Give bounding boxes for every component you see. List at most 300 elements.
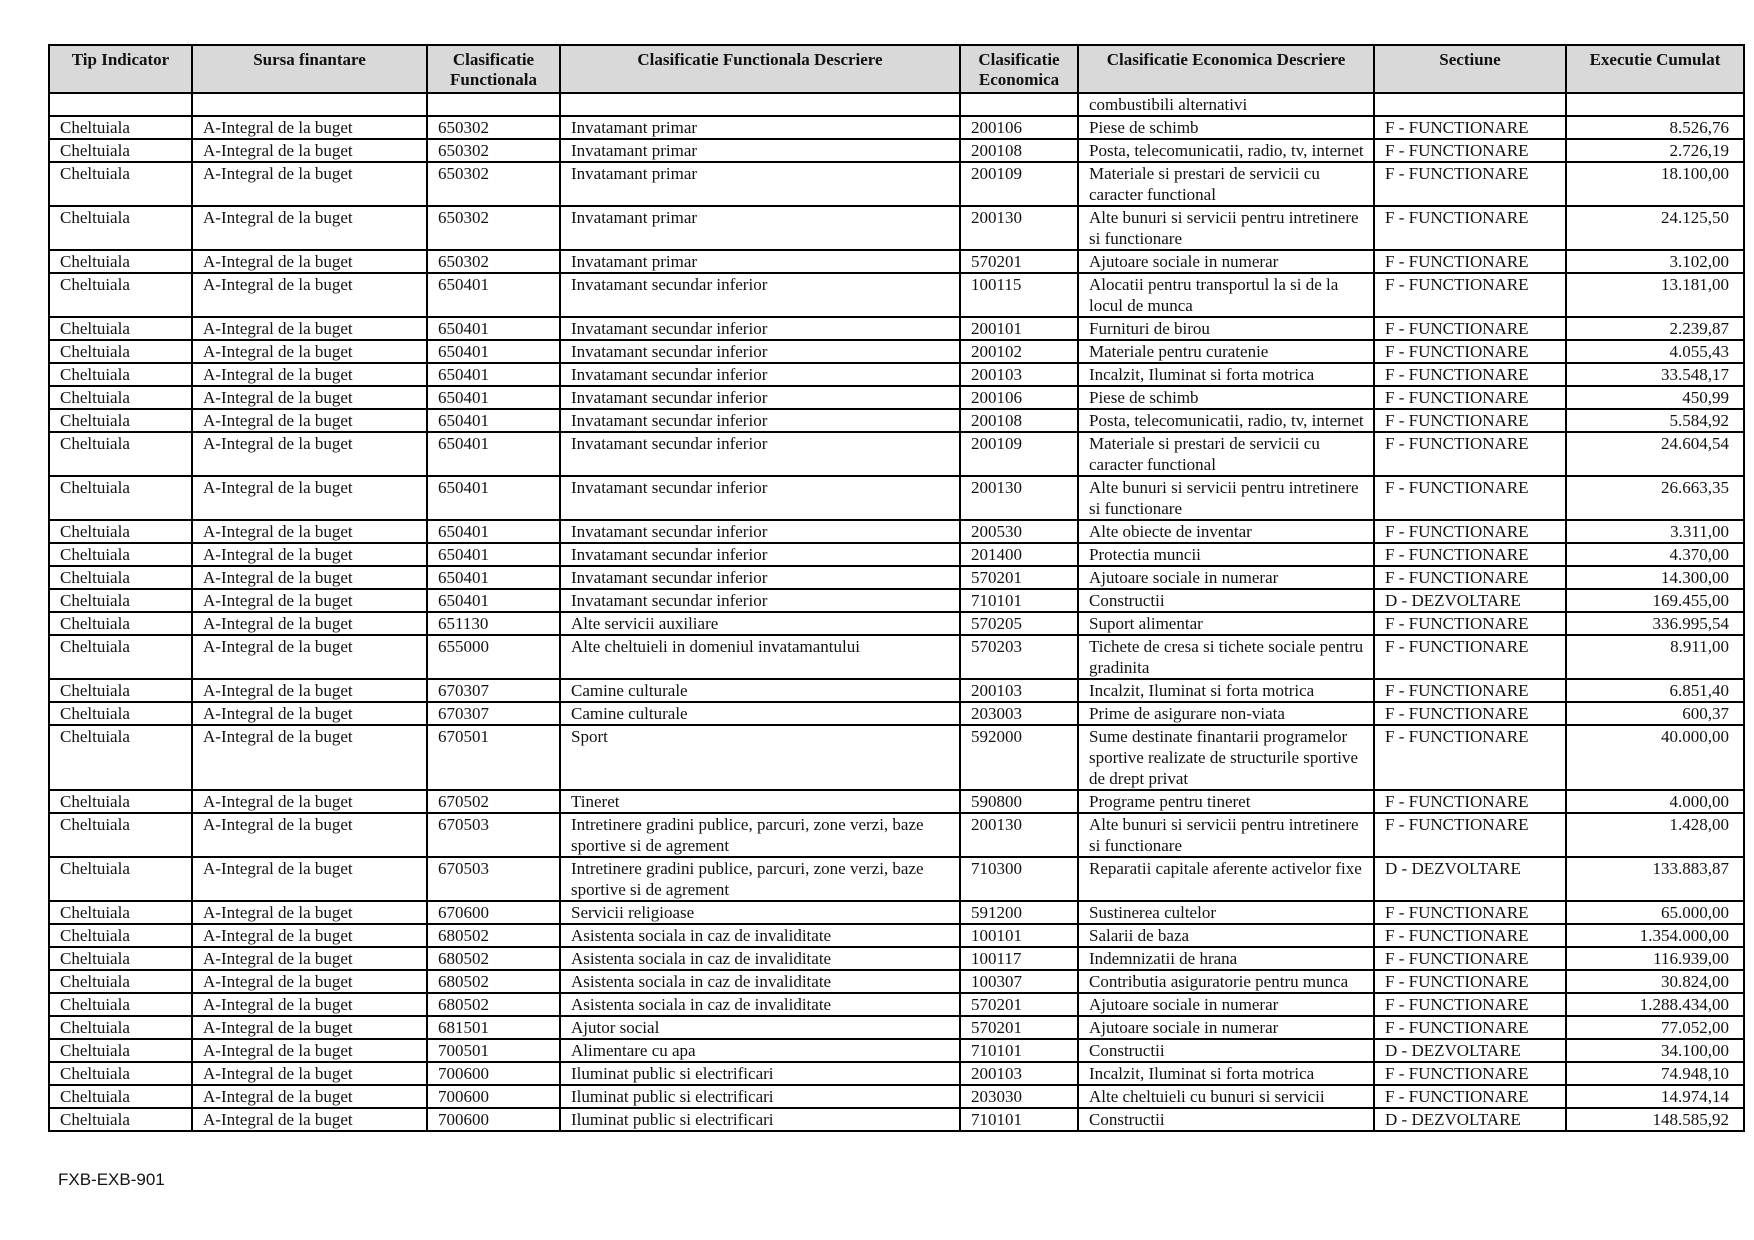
cell-ce: 200109	[960, 162, 1078, 206]
cell-sursa: A-Integral de la buget	[192, 790, 427, 813]
cell-executie: 450,99	[1566, 386, 1744, 409]
cell-cf: 650401	[427, 476, 560, 520]
table-header	[49, 45, 1744, 93]
cell-cf-desc: Iluminat public si electrificari	[560, 1062, 960, 1085]
header-tip-indicator: Tip Indicator	[49, 45, 192, 93]
cell-executie: 6.851,40	[1566, 679, 1744, 702]
cell-cf: 670503	[427, 813, 560, 857]
continuation-row	[49, 93, 1744, 116]
cell-ce: 591200	[960, 901, 1078, 924]
cell-sectiune: F - FUNCTIONARE	[1374, 901, 1566, 924]
table-row	[49, 790, 1744, 813]
cell-ce-desc: Incalzit, Iluminat si forta motrica	[1078, 363, 1374, 386]
cell-ce-desc: Materiale si prestari de servicii cu caracter functional	[1078, 162, 1374, 206]
table-row	[49, 162, 1744, 206]
cell-cf-desc: Invatamant secundar inferior	[560, 476, 960, 520]
cell-cf-desc: Invatamant primar	[560, 250, 960, 273]
cell-executie: 14.300,00	[1566, 566, 1744, 589]
cell-sursa: A-Integral de la buget	[192, 250, 427, 273]
cell-ce-desc: Constructii	[1078, 589, 1374, 612]
cell-ce: 200108	[960, 409, 1078, 432]
cell-ce: 200109	[960, 432, 1078, 476]
cell-tip: Cheltuiala	[49, 273, 192, 317]
table-row	[49, 386, 1744, 409]
table-row	[49, 1062, 1744, 1085]
cell-sursa: A-Integral de la buget	[192, 543, 427, 566]
cell-tip: Cheltuiala	[49, 543, 192, 566]
cell-sectiune: F - FUNCTIONARE	[1374, 432, 1566, 476]
cell-executie: 40.000,00	[1566, 725, 1744, 790]
cell-tip: Cheltuiala	[49, 317, 192, 340]
cell-cf: 650302	[427, 139, 560, 162]
cell-tip: Cheltuiala	[49, 340, 192, 363]
cell-ce-desc: Constructii	[1078, 1108, 1374, 1131]
cell-ce: 200103	[960, 363, 1078, 386]
cell-tip: Cheltuiala	[49, 970, 192, 993]
cell-ce-desc: Constructii	[1078, 1039, 1374, 1062]
cell-sectiune: F - FUNCTIONARE	[1374, 1085, 1566, 1108]
cell-executie: 18.100,00	[1566, 162, 1744, 206]
cell-sursa: A-Integral de la buget	[192, 901, 427, 924]
cell-ce: 590800	[960, 790, 1078, 813]
table-row	[49, 813, 1744, 857]
cell-sursa: A-Integral de la buget	[192, 813, 427, 857]
cell-sursa: A-Integral de la buget	[192, 116, 427, 139]
cell-executie: 3.102,00	[1566, 250, 1744, 273]
cell-cf-desc: Sport	[560, 725, 960, 790]
cell-sursa: A-Integral de la buget	[192, 993, 427, 1016]
cell-cf-desc: Invatamant secundar inferior	[560, 543, 960, 566]
cell-cf-desc: Servicii religioase	[560, 901, 960, 924]
cell-executie: 2.726,19	[1566, 139, 1744, 162]
cell-ce	[960, 93, 1078, 116]
cell-cf-desc: Invatamant primar	[560, 206, 960, 250]
cell-cf: 650401	[427, 363, 560, 386]
table-row	[49, 340, 1744, 363]
cell-executie: 26.663,35	[1566, 476, 1744, 520]
cell-sursa: A-Integral de la buget	[192, 162, 427, 206]
table-row	[49, 947, 1744, 970]
cell-sursa: A-Integral de la buget	[192, 702, 427, 725]
cell-ce-desc: Materiale pentru curatenie	[1078, 340, 1374, 363]
table-body	[49, 93, 1744, 1131]
cell-sursa: A-Integral de la buget	[192, 725, 427, 790]
cell-cf: 650302	[427, 162, 560, 206]
cell-sursa: A-Integral de la buget	[192, 1062, 427, 1085]
cell-cf-desc: Iluminat public si electrificari	[560, 1085, 960, 1108]
cell-executie: 24.125,50	[1566, 206, 1744, 250]
cell-cf-desc	[560, 93, 960, 116]
cell-cf: 700600	[427, 1085, 560, 1108]
cell-sursa: A-Integral de la buget	[192, 947, 427, 970]
cell-sectiune: F - FUNCTIONARE	[1374, 679, 1566, 702]
cell-cf: 650401	[427, 432, 560, 476]
cell-tip: Cheltuiala	[49, 250, 192, 273]
cell-ce-desc: Piese de schimb	[1078, 386, 1374, 409]
cell-tip: Cheltuiala	[49, 813, 192, 857]
table-row	[49, 924, 1744, 947]
cell-executie: 600,37	[1566, 702, 1744, 725]
cell-cf: 680502	[427, 924, 560, 947]
cell-ce: 710101	[960, 1039, 1078, 1062]
cell-ce: 200103	[960, 1062, 1078, 1085]
cell-tip: Cheltuiala	[49, 409, 192, 432]
cell-sectiune: F - FUNCTIONARE	[1374, 543, 1566, 566]
cell-sursa: A-Integral de la buget	[192, 612, 427, 635]
cell-cf: 650401	[427, 340, 560, 363]
cell-sectiune: F - FUNCTIONARE	[1374, 409, 1566, 432]
cell-ce: 570201	[960, 566, 1078, 589]
cell-ce-desc: Contributia asiguratorie pentru munca	[1078, 970, 1374, 993]
header-sursa-finantare: Sursa finantare	[192, 45, 427, 93]
cell-executie: 24.604,54	[1566, 432, 1744, 476]
cell-cf-desc: Invatamant secundar inferior	[560, 566, 960, 589]
cell-cf-desc: Camine culturale	[560, 679, 960, 702]
cell-ce: 710101	[960, 589, 1078, 612]
cell-cf-desc: Iluminat public si electrificari	[560, 1108, 960, 1131]
cell-sectiune: F - FUNCTIONARE	[1374, 702, 1566, 725]
cell-cf: 650401	[427, 520, 560, 543]
cell-ce-desc: Prime de asigurare non-viata	[1078, 702, 1374, 725]
cell-executie: 1.428,00	[1566, 813, 1744, 857]
cell-cf: 650401	[427, 566, 560, 589]
cell-executie: 65.000,00	[1566, 901, 1744, 924]
cell-ce-desc: Sustinerea cultelor	[1078, 901, 1374, 924]
cell-sursa: A-Integral de la buget	[192, 566, 427, 589]
header-clasificatie-economica-descriere: Clasificatie Economica Descriere	[1078, 45, 1374, 93]
cell-sectiune: F - FUNCTIONARE	[1374, 139, 1566, 162]
cell-tip: Cheltuiala	[49, 1108, 192, 1131]
cell-sursa: A-Integral de la buget	[192, 970, 427, 993]
cell-sursa: A-Integral de la buget	[192, 589, 427, 612]
cell-ce-desc: Suport alimentar	[1078, 612, 1374, 635]
cell-ce: 200130	[960, 813, 1078, 857]
cell-cf: 700501	[427, 1039, 560, 1062]
cell-executie: 14.974,14	[1566, 1085, 1744, 1108]
cell-cf-desc: Invatamant primar	[560, 116, 960, 139]
cell-tip: Cheltuiala	[49, 116, 192, 139]
cell-executie: 133.883,87	[1566, 857, 1744, 901]
cell-sectiune: F - FUNCTIONARE	[1374, 813, 1566, 857]
table-row	[49, 679, 1744, 702]
cell-cf: 700600	[427, 1108, 560, 1131]
report-page	[48, 44, 1743, 1132]
cell-ce-desc: Salarii de baza	[1078, 924, 1374, 947]
cell-ce: 710300	[960, 857, 1078, 901]
cell-cf-desc: Invatamant secundar inferior	[560, 340, 960, 363]
cell-ce-desc: Protectia muncii	[1078, 543, 1374, 566]
cell-cf-desc: Tineret	[560, 790, 960, 813]
table-row	[49, 589, 1744, 612]
table-row	[49, 273, 1744, 317]
cell-sectiune: F - FUNCTIONARE	[1374, 790, 1566, 813]
cell-ce: 570205	[960, 612, 1078, 635]
cell-ce: 200108	[960, 139, 1078, 162]
table-row	[49, 476, 1744, 520]
cell-ce: 100117	[960, 947, 1078, 970]
cell-executie: 74.948,10	[1566, 1062, 1744, 1085]
cell-sursa: A-Integral de la buget	[192, 1108, 427, 1131]
cell-cf: 670502	[427, 790, 560, 813]
cell-tip: Cheltuiala	[49, 476, 192, 520]
table-row	[49, 1016, 1744, 1039]
cell-cf: 680502	[427, 993, 560, 1016]
cell-cf: 670307	[427, 702, 560, 725]
cell-tip: Cheltuiala	[49, 725, 192, 790]
table-row	[49, 363, 1744, 386]
cell-ce-desc: Alte bunuri si servicii pentru intretinere si functionare	[1078, 813, 1374, 857]
cell-tip: Cheltuiala	[49, 520, 192, 543]
cell-executie: 1.354.000,00	[1566, 924, 1744, 947]
cell-cf-desc: Invatamant secundar inferior	[560, 363, 960, 386]
cell-ce-desc: Alte bunuri si servicii pentru intretinere si functionare	[1078, 206, 1374, 250]
budget-execution-table	[48, 44, 1745, 1132]
cell-sursa: A-Integral de la buget	[192, 520, 427, 543]
cell-sursa: A-Integral de la buget	[192, 409, 427, 432]
cell-executie: 30.824,00	[1566, 970, 1744, 993]
cell-cf: 655000	[427, 635, 560, 679]
cell-tip: Cheltuiala	[49, 162, 192, 206]
cell-sursa: A-Integral de la buget	[192, 206, 427, 250]
cell-sectiune: F - FUNCTIONARE	[1374, 162, 1566, 206]
table-row	[49, 1085, 1744, 1108]
cell-ce-desc: Ajutoare sociale in numerar	[1078, 993, 1374, 1016]
cell-cf-desc: Invatamant secundar inferior	[560, 520, 960, 543]
cell-sursa: A-Integral de la buget	[192, 139, 427, 162]
cell-sectiune: F - FUNCTIONARE	[1374, 566, 1566, 589]
cell-ce: 570201	[960, 993, 1078, 1016]
table-row	[49, 1108, 1744, 1131]
cell-sursa: A-Integral de la buget	[192, 317, 427, 340]
cell-ce-desc: Incalzit, Iluminat si forta motrica	[1078, 679, 1374, 702]
cell-sectiune: D - DEZVOLTARE	[1374, 589, 1566, 612]
cell-ce: 100115	[960, 273, 1078, 317]
table-row	[49, 566, 1744, 589]
cell-cf: 650302	[427, 206, 560, 250]
cell-ce: 570201	[960, 250, 1078, 273]
cell-sectiune: D - DEZVOLTARE	[1374, 1108, 1566, 1131]
cell-ce: 200106	[960, 116, 1078, 139]
cell-sectiune: F - FUNCTIONARE	[1374, 612, 1566, 635]
table-row	[49, 993, 1744, 1016]
cell-ce: 201400	[960, 543, 1078, 566]
cell-ce-desc: Indemnizatii de hrana	[1078, 947, 1374, 970]
cell-executie	[1566, 93, 1744, 116]
cell-cf: 670307	[427, 679, 560, 702]
cell-cf-desc: Asistenta sociala in caz de invaliditate	[560, 970, 960, 993]
cell-sectiune: D - DEZVOLTARE	[1374, 857, 1566, 901]
cell-sectiune: F - FUNCTIONARE	[1374, 386, 1566, 409]
cell-ce: 100307	[960, 970, 1078, 993]
cell-ce-desc: Ajutoare sociale in numerar	[1078, 1016, 1374, 1039]
cell-sectiune	[1374, 93, 1566, 116]
cell-ce: 200101	[960, 317, 1078, 340]
cell-sectiune: F - FUNCTIONARE	[1374, 206, 1566, 250]
cell-cf: 650302	[427, 250, 560, 273]
cell-sectiune: F - FUNCTIONARE	[1374, 250, 1566, 273]
cell-ce: 592000	[960, 725, 1078, 790]
cell-sursa: A-Integral de la buget	[192, 476, 427, 520]
cell-sectiune: F - FUNCTIONARE	[1374, 476, 1566, 520]
cell-sectiune: F - FUNCTIONARE	[1374, 363, 1566, 386]
cell-sectiune: F - FUNCTIONARE	[1374, 317, 1566, 340]
cell-cf-desc: Invatamant secundar inferior	[560, 432, 960, 476]
cell-ce-desc: combustibili alternativi	[1078, 93, 1374, 116]
cell-sursa: A-Integral de la buget	[192, 1039, 427, 1062]
cell-executie: 148.585,92	[1566, 1108, 1744, 1131]
cell-ce: 200102	[960, 340, 1078, 363]
cell-tip: Cheltuiala	[49, 139, 192, 162]
cell-cf	[427, 93, 560, 116]
table-row	[49, 970, 1744, 993]
cell-cf-desc: Invatamant secundar inferior	[560, 317, 960, 340]
cell-cf-desc: Invatamant secundar inferior	[560, 386, 960, 409]
cell-sectiune: F - FUNCTIONARE	[1374, 635, 1566, 679]
table-row	[49, 901, 1744, 924]
cell-ce-desc: Programe pentru tineret	[1078, 790, 1374, 813]
cell-cf: 680502	[427, 970, 560, 993]
cell-cf-desc: Alte cheltuieli in domeniul invatamantului	[560, 635, 960, 679]
cell-ce: 570203	[960, 635, 1078, 679]
cell-sectiune: F - FUNCTIONARE	[1374, 725, 1566, 790]
table-row	[49, 432, 1744, 476]
cell-tip: Cheltuiala	[49, 1062, 192, 1085]
cell-executie: 336.995,54	[1566, 612, 1744, 635]
cell-tip: Cheltuiala	[49, 1016, 192, 1039]
header-executie-cumulat: Executie Cumulat	[1566, 45, 1744, 93]
cell-tip: Cheltuiala	[49, 432, 192, 476]
cell-executie: 8.911,00	[1566, 635, 1744, 679]
cell-tip: Cheltuiala	[49, 901, 192, 924]
cell-ce-desc: Ajutoare sociale in numerar	[1078, 566, 1374, 589]
cell-sursa: A-Integral de la buget	[192, 340, 427, 363]
cell-executie: 5.584,92	[1566, 409, 1744, 432]
cell-cf-desc: Ajutor social	[560, 1016, 960, 1039]
cell-ce-desc: Furnituri de birou	[1078, 317, 1374, 340]
cell-executie: 3.311,00	[1566, 520, 1744, 543]
table-row	[49, 116, 1744, 139]
cell-sursa: A-Integral de la buget	[192, 924, 427, 947]
cell-sursa: A-Integral de la buget	[192, 1016, 427, 1039]
cell-tip: Cheltuiala	[49, 857, 192, 901]
cell-ce-desc: Tichete de cresa si tichete sociale pentru gradinita	[1078, 635, 1374, 679]
cell-ce: 203030	[960, 1085, 1078, 1108]
cell-tip: Cheltuiala	[49, 790, 192, 813]
header-clasificatie-functionala: Clasificatie Functionala	[427, 45, 560, 93]
cell-cf-desc: Asistenta sociala in caz de invaliditate	[560, 924, 960, 947]
cell-executie: 77.052,00	[1566, 1016, 1744, 1039]
cell-sectiune: F - FUNCTIONARE	[1374, 1016, 1566, 1039]
cell-cf-desc: Intretinere gradini publice, parcuri, zone verzi, baze sportive si de agrement	[560, 813, 960, 857]
cell-tip: Cheltuiala	[49, 1039, 192, 1062]
cell-tip: Cheltuiala	[49, 566, 192, 589]
header-clasificatie-functionala-descriere: Clasificatie Functionala Descriere	[560, 45, 960, 93]
cell-cf: 650302	[427, 116, 560, 139]
table-row	[49, 409, 1744, 432]
cell-cf-desc: Alte servicii auxiliare	[560, 612, 960, 635]
cell-cf: 670600	[427, 901, 560, 924]
cell-ce-desc: Alte bunuri si servicii pentru intretinere si functionare	[1078, 476, 1374, 520]
cell-cf-desc: Invatamant secundar inferior	[560, 409, 960, 432]
cell-sursa: A-Integral de la buget	[192, 386, 427, 409]
cell-tip: Cheltuiala	[49, 947, 192, 970]
cell-ce: 200106	[960, 386, 1078, 409]
cell-ce: 570201	[960, 1016, 1078, 1039]
cell-sectiune: F - FUNCTIONARE	[1374, 273, 1566, 317]
cell-sectiune: F - FUNCTIONARE	[1374, 970, 1566, 993]
table-row	[49, 250, 1744, 273]
cell-ce-desc: Alte cheltuieli cu bunuri si servicii	[1078, 1085, 1374, 1108]
cell-executie: 4.055,43	[1566, 340, 1744, 363]
cell-cf: 681501	[427, 1016, 560, 1039]
cell-tip	[49, 93, 192, 116]
cell-executie: 2.239,87	[1566, 317, 1744, 340]
table-row	[49, 139, 1744, 162]
cell-cf: 651130	[427, 612, 560, 635]
cell-tip: Cheltuiala	[49, 363, 192, 386]
cell-tip: Cheltuiala	[49, 702, 192, 725]
table-row	[49, 635, 1744, 679]
table-row	[49, 543, 1744, 566]
cell-cf-desc: Invatamant primar	[560, 162, 960, 206]
cell-ce-desc: Alocatii pentru transportul la si de la locul de munca	[1078, 273, 1374, 317]
cell-tip: Cheltuiala	[49, 1085, 192, 1108]
table-row	[49, 317, 1744, 340]
table-row	[49, 702, 1744, 725]
cell-cf: 650401	[427, 409, 560, 432]
cell-tip: Cheltuiala	[49, 635, 192, 679]
cell-executie: 169.455,00	[1566, 589, 1744, 612]
cell-ce-desc: Ajutoare sociale in numerar	[1078, 250, 1374, 273]
cell-sursa: A-Integral de la buget	[192, 635, 427, 679]
cell-executie: 1.288.434,00	[1566, 993, 1744, 1016]
cell-ce-desc: Posta, telecomunicatii, radio, tv, internet	[1078, 409, 1374, 432]
cell-ce: 200130	[960, 206, 1078, 250]
cell-cf-desc: Intretinere gradini publice, parcuri, zone verzi, baze sportive si de agrement	[560, 857, 960, 901]
cell-cf-desc: Asistenta sociala in caz de invaliditate	[560, 993, 960, 1016]
cell-sursa: A-Integral de la buget	[192, 363, 427, 386]
cell-sectiune: F - FUNCTIONARE	[1374, 947, 1566, 970]
cell-sursa: A-Integral de la buget	[192, 679, 427, 702]
cell-cf: 670501	[427, 725, 560, 790]
cell-sursa: A-Integral de la buget	[192, 273, 427, 317]
cell-cf: 670503	[427, 857, 560, 901]
cell-cf-desc: Invatamant secundar inferior	[560, 589, 960, 612]
cell-ce-desc: Incalzit, Iluminat si forta motrica	[1078, 1062, 1374, 1085]
cell-sectiune: F - FUNCTIONARE	[1374, 993, 1566, 1016]
cell-cf: 650401	[427, 386, 560, 409]
cell-cf-desc: Alimentare cu apa	[560, 1039, 960, 1062]
cell-cf-desc: Invatamant secundar inferior	[560, 273, 960, 317]
cell-executie: 33.548,17	[1566, 363, 1744, 386]
cell-executie: 8.526,76	[1566, 116, 1744, 139]
cell-executie: 116.939,00	[1566, 947, 1744, 970]
header-sectiune: Sectiune	[1374, 45, 1566, 93]
cell-sectiune: F - FUNCTIONARE	[1374, 1062, 1566, 1085]
cell-tip: Cheltuiala	[49, 993, 192, 1016]
cell-tip: Cheltuiala	[49, 679, 192, 702]
cell-ce: 710101	[960, 1108, 1078, 1131]
cell-tip: Cheltuiala	[49, 589, 192, 612]
document-code: FXB-EXB-901	[58, 1170, 165, 1189]
cell-executie: 4.000,00	[1566, 790, 1744, 813]
cell-sectiune: F - FUNCTIONARE	[1374, 340, 1566, 363]
cell-executie: 4.370,00	[1566, 543, 1744, 566]
cell-sectiune: D - DEZVOLTARE	[1374, 1039, 1566, 1062]
table-row	[49, 206, 1744, 250]
cell-sectiune: F - FUNCTIONARE	[1374, 924, 1566, 947]
table-row	[49, 725, 1744, 790]
